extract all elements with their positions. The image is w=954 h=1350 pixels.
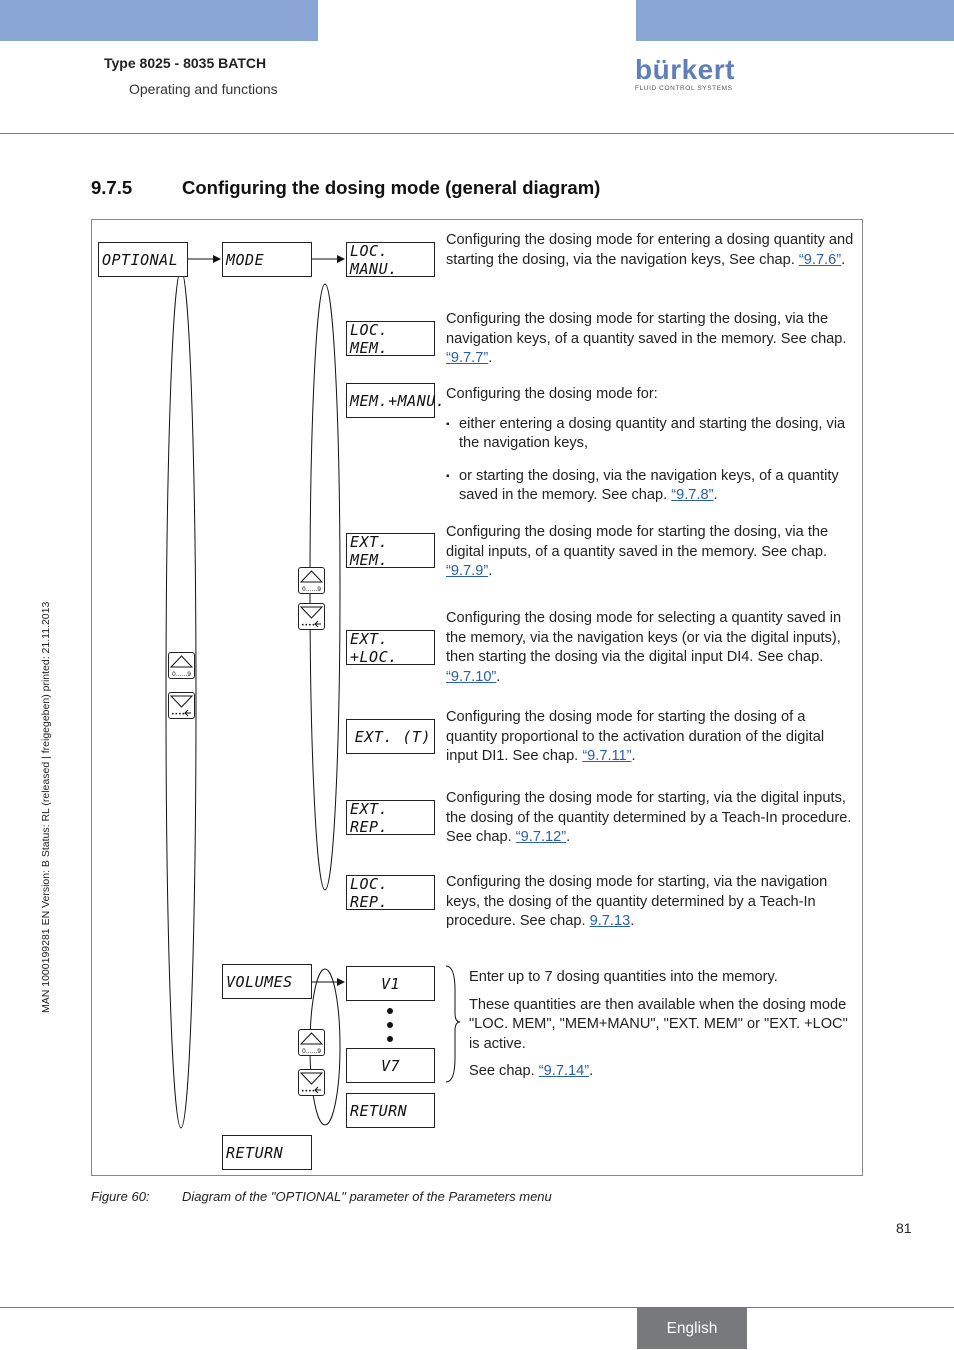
page-number: 81: [896, 1220, 912, 1236]
volumes-brace: [446, 966, 460, 1082]
desc-volumes: Enter up to 7 dosing quantities into the memory. These quantities are then available when the dosing mode "LOC. MEM", "MEM+MANU", "EXT. MEM" or "EXT. +LOC" is active. See chap. “9.7.14”.: [469, 969, 848, 1079]
lcd-mem-manu[interactable]: MEM.+MANU.: [346, 383, 435, 418]
figure-label: Figure 60:: [91, 1189, 150, 1204]
lcd-optional[interactable]: OPTIONAL: [98, 242, 188, 277]
lcd-loc-rep[interactable]: LOC. REP.: [346, 875, 435, 910]
down-key-button[interactable]: [168, 692, 195, 719]
svg-text:••••: ••••: [301, 622, 316, 629]
lcd-mode[interactable]: MODE: [222, 242, 312, 277]
chapter-link[interactable]: “9.7.12”: [515, 829, 567, 845]
triangle-up-icon: [299, 568, 324, 593]
lcd-loc-mem[interactable]: LOC. MEM.: [346, 321, 435, 356]
desc-loc-manu: Configuring the dosing mode for entering a dosing quantity and starting the dosing, via the navigation keys, See chap. “9.7.6”.: [446, 232, 854, 268]
section-title: Configuring the dosing mode (general diagram): [182, 177, 601, 198]
svg-text:••••: ••••: [171, 711, 186, 718]
down-key-button[interactable]: [298, 603, 325, 630]
digits-label: 0......9: [302, 586, 322, 593]
lcd-v7-label: V7: [381, 1056, 401, 1075]
chapter-link[interactable]: “9.7.7”: [446, 350, 489, 366]
document-meta-sidebar: MAN 1000199281 EN Version: B Status: RL (released | freigegeben) printed: 21.11.2013: [40, 601, 52, 1013]
lcd-ext-t[interactable]: EXT. (T): [346, 719, 435, 754]
figure-caption: Diagram of the "OPTIONAL" parameter of the Parameters menu: [182, 1189, 552, 1204]
chapter-link[interactable]: “9.7.8”: [671, 487, 714, 503]
digits-label: 0......9: [302, 1048, 322, 1055]
digits-label: 0......9: [172, 671, 192, 678]
doc-type-title: Type 8025 - 8035 BATCH: [104, 55, 267, 71]
lcd-v1-label: V1: [381, 974, 401, 993]
chapter-link[interactable]: “9.7.14”: [538, 1063, 590, 1079]
doc-chapter-subtitle: Operating and functions: [129, 81, 278, 97]
language-tab: English: [637, 1308, 747, 1349]
lcd-return-volumes[interactable]: RETURN: [346, 1093, 435, 1128]
lcd-v1[interactable]: [346, 966, 435, 1001]
triangle-down-icon: [299, 604, 324, 629]
triangle-down-icon: [299, 1070, 324, 1095]
up-key-button[interactable]: [298, 1029, 325, 1056]
triangle-up-icon: [299, 1030, 324, 1055]
up-key-button[interactable]: [298, 567, 325, 594]
lcd-return-main[interactable]: RETURN: [222, 1135, 312, 1170]
desc-ext-rep: Configuring the dosing mode for starting, via the digital inputs, the dosing of the quantity determined by a Teach-In procedure. See chap. “9.7.12”.: [446, 790, 852, 845]
ellipsis-dot: [387, 1036, 393, 1042]
ellipsis-dot: [387, 1008, 393, 1014]
bullet-item: ▪ either entering a dosing quantity and starting the dosing, via the navigation keys,: [446, 415, 854, 454]
svg-text:••••: ••••: [301, 1088, 316, 1095]
bullet-item: ▪ or starting the dosing, via the navigation keys, of a quantity saved in the memory. See chap. “9.7.8”.: [446, 467, 854, 506]
footer-rule: [0, 1307, 954, 1308]
desc-ext-t: Configuring the dosing mode for starting the dosing of a quantity proportional to the activation duration of the digital input DI1. See chap. “9.7.11”.: [446, 709, 825, 764]
up-key-button[interactable]: [168, 652, 195, 679]
desc-ext-loc: Configuring the dosing mode for selecting a quantity saved in the memory, via the navigation keys (or via the digital inputs), then starting the dosing via the digital input DI4. See chap. “9.7.10”.: [446, 610, 842, 685]
logo-word: bürkert: [635, 54, 735, 85]
triangle-up-icon: [169, 653, 194, 678]
desc-mem-manu: Configuring the dosing mode for: ▪ either entering a dosing quantity and starting the dosing, via the navigation keys, ▪ or starting the dosing, via the navigation keys, of a quantity saved in the memory. See chap. “9.7.8”.: [446, 385, 854, 506]
triangle-down-icon: [169, 693, 194, 718]
lcd-v7[interactable]: [346, 1048, 435, 1083]
chapter-link[interactable]: “9.7.9”: [446, 563, 489, 579]
lcd-volumes[interactable]: VOLUMES: [222, 964, 312, 999]
down-key-button[interactable]: [298, 1069, 325, 1096]
desc-loc-rep: Configuring the dosing mode for starting, via the navigation keys, the dosing of the quantity determined by a Teach-In procedure. See chap. 9.7.13.: [446, 874, 828, 929]
section-number: 9.7.5: [91, 177, 133, 198]
chapter-link[interactable]: “9.7.11”: [582, 748, 632, 764]
desc-loc-mem: Configuring the dosing mode for starting the dosing, via the navigation keys, of a quantity saved in the memory. See chap. “9.7.7”.: [446, 311, 847, 366]
lcd-ext-rep[interactable]: EXT. REP.: [346, 800, 435, 835]
chapter-link[interactable]: 9.7.13: [589, 913, 631, 929]
desc-ext-mem: Configuring the dosing mode for starting the dosing, via the digital inputs, of a quantity saved in the memory. See chap. “9.7.9”.: [446, 524, 829, 579]
logo-tagline: FLUID CONTROL SYSTEMS: [635, 85, 733, 92]
lcd-loc-manu[interactable]: LOC. MANU.: [346, 242, 435, 277]
lcd-ext-mem[interactable]: EXT. MEM.: [346, 533, 435, 568]
chapter-link[interactable]: “9.7.10”: [446, 668, 497, 685]
lcd-ext-loc[interactable]: EXT. +LOC.: [346, 630, 435, 665]
ellipsis-dot: [387, 1022, 393, 1028]
chapter-link[interactable]: “9.7.6”: [798, 251, 842, 268]
